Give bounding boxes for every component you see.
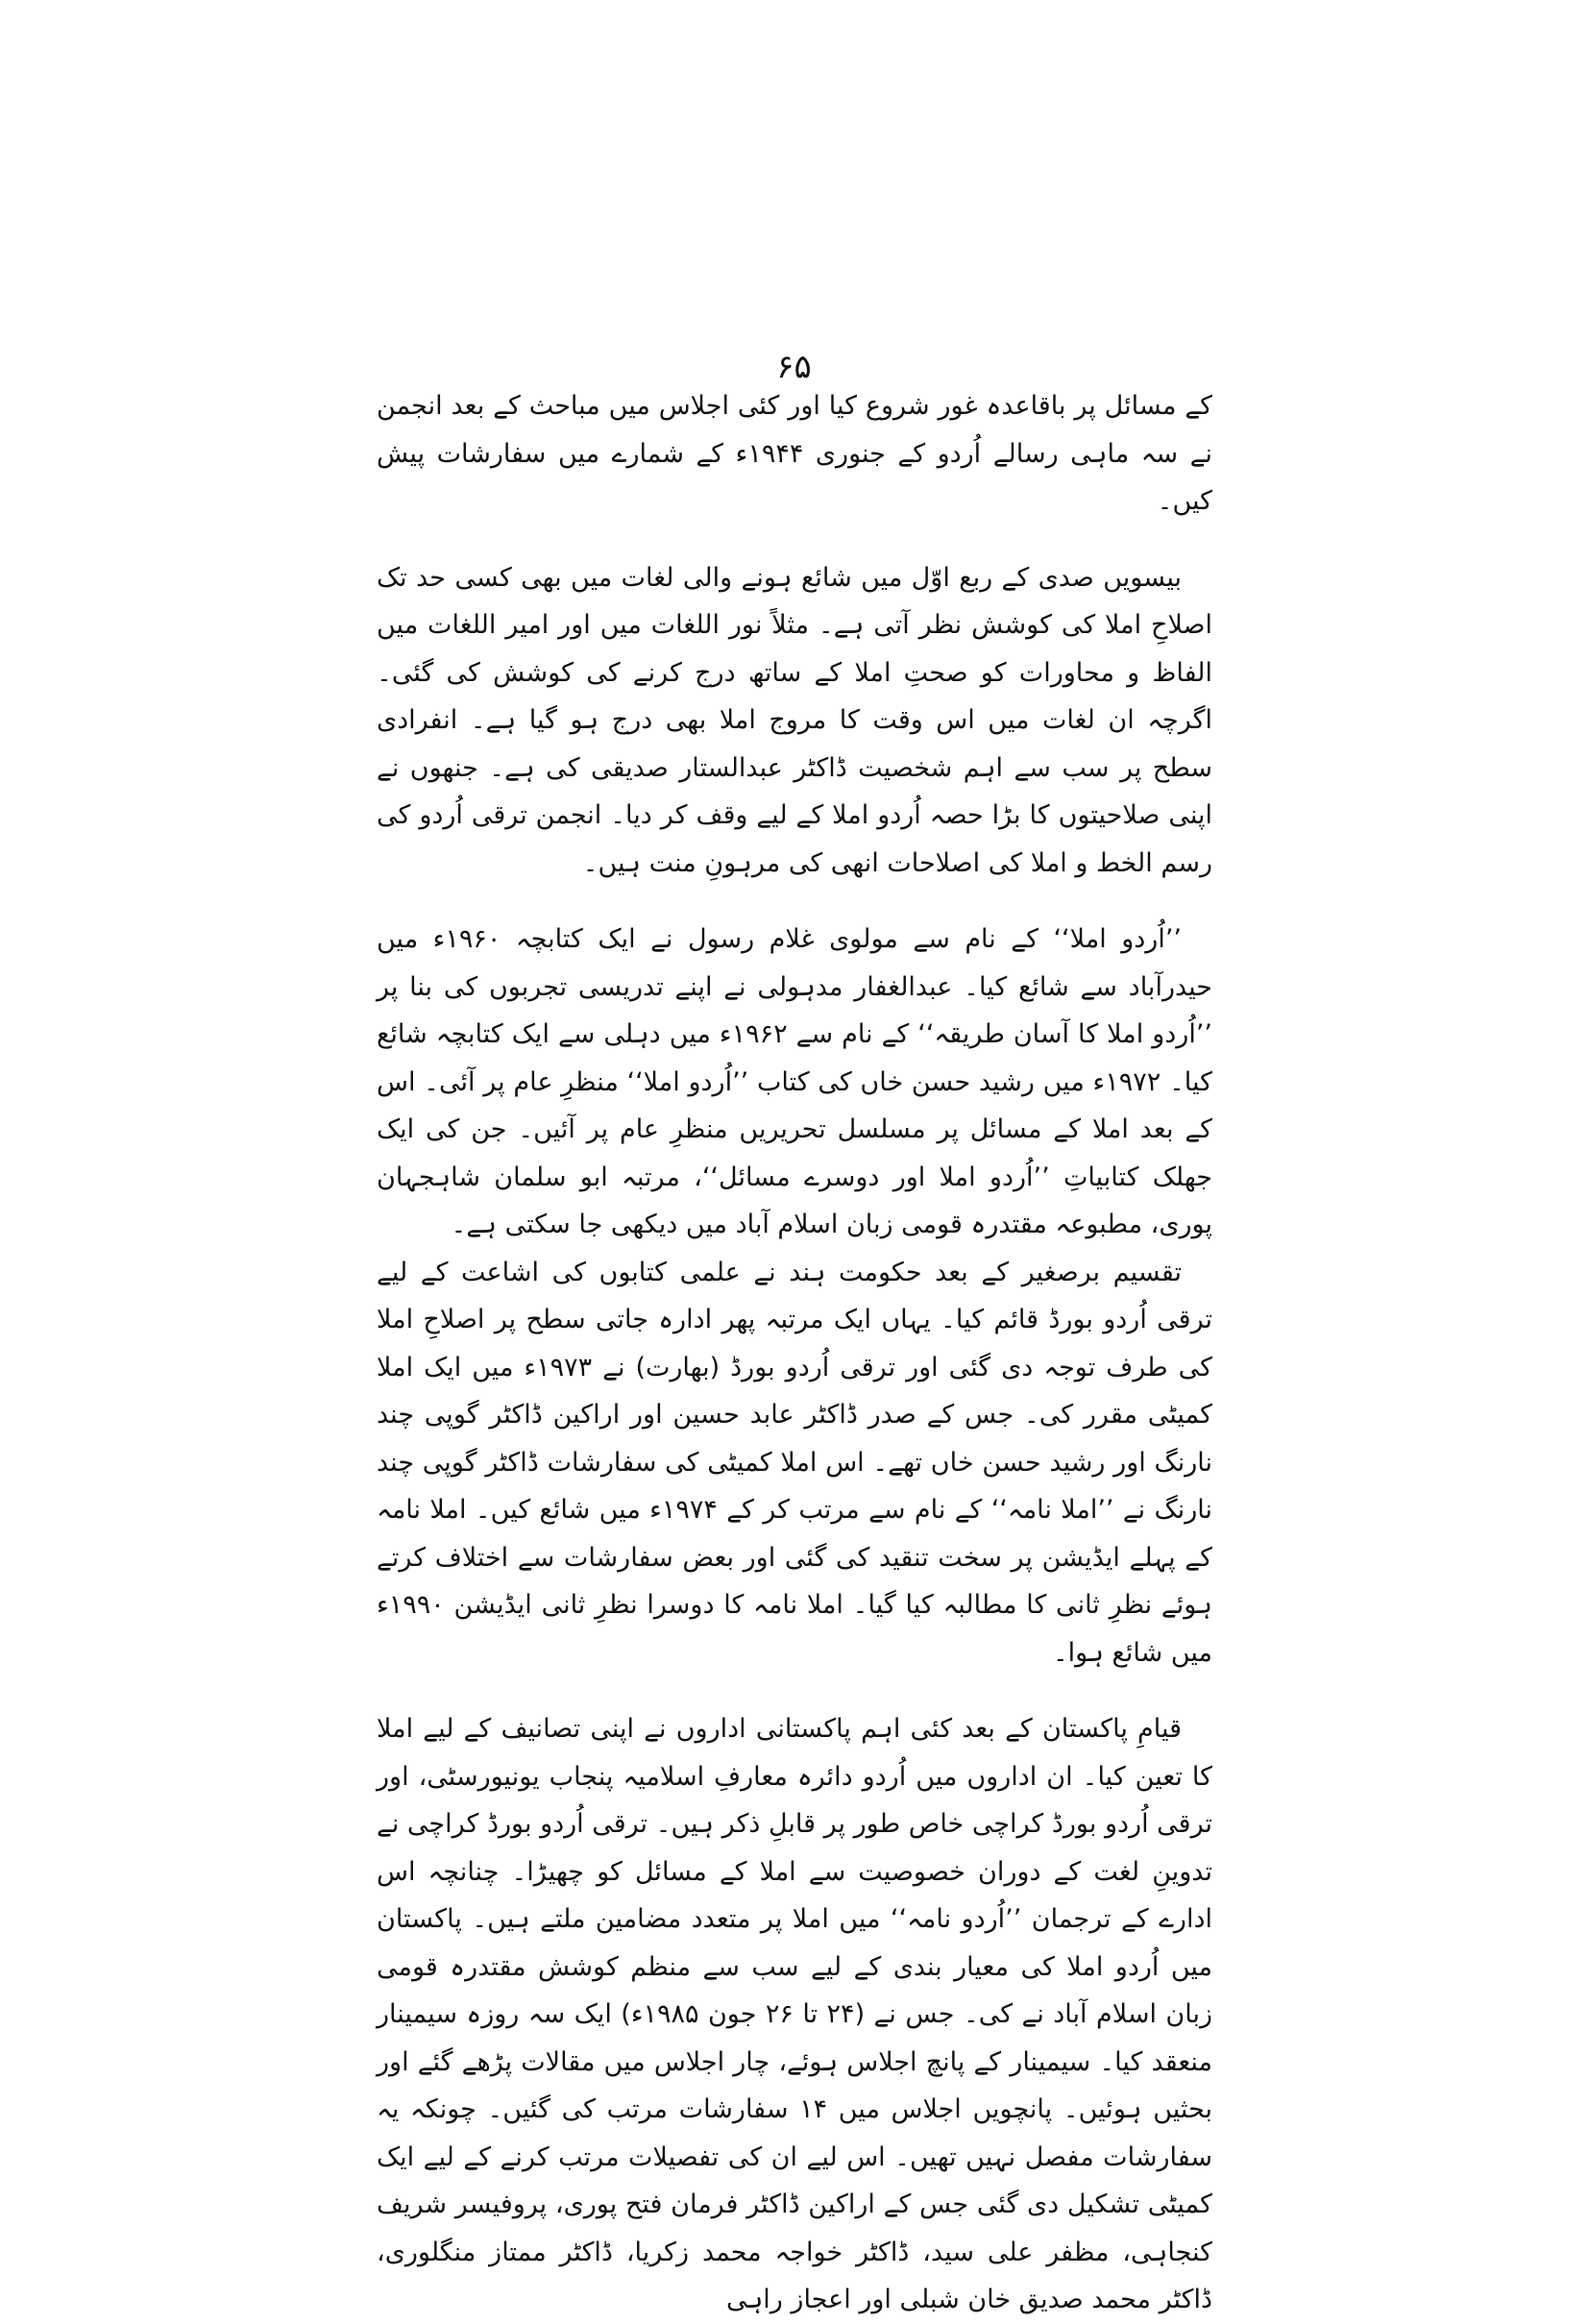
paragraph-lughat: بیسویں صدی کے ربع اوّل میں شائع ہونے والی لغات میں بھی کسی حد تک اصلاحِ املا کی کوشش نظر آتی ہے۔ مثلاً نور اللغات میں اور امیر اللغات میں الفاظ و محاورات کو صحتِ املا کے ساتھ درج کرنے کی کوشش کی گئی۔ اگرچہ ان لغات میں اس وقت کا مروج املا بھی درج ہو گیا ہے۔ انفرادی سطح پر سب سے اہم شخصیت ڈاکٹر عبدالستار صدیقی کی ہے۔ جنھوں نے اپنی صلاحیتوں کا بڑا حصہ اُردو املا کے لیے وقف کر دیا۔ انجمن ترقی اُردو کی رسم الخط و املا کی اصلاحات انھی کی مرہونِ منت ہیں۔ xyxy=(377,562,1212,878)
body-text xyxy=(377,382,1212,2324)
paragraph-taqseem: تقسیم برصغیر کے بعد حکومت ہند نے علمی کتابوں کی اشاعت کے لیے ترقی اُردو بورڈ قائم کیا۔ یہاں ایک مرتبہ پھر ادارہ جاتی سطح پر اصلاحِ املا کی طرف توجہ دی گئی اور ترقی اُردو بورڈ (بھارت) نے ۱۹۷۳ء میں ایک املا کمیٹی مقرر کی۔ جس کے صدر ڈاکٹر عابد حسین اور اراکین ڈاکٹر گوپی چند نارنگ اور رشید حسن خاں تھے۔ اس املا کمیٹی کی سفارشات ڈاکٹر گوپی چند نارنگ نے ’’املا نامہ‘‘ کے نام سے مرتب کر کے ۱۹۷۴ء میں شائع کیں۔ املا نامہ کے پہلے ایڈیشن پر سخت تنقید کی گئی اور بعض سفارشات سے اختلاف کرتے ہوئے نظرِ ثانی کا مطالبہ کیا گیا۔ املا نامہ کا دوسرا نظرِ ثانی ایڈیشن ۱۹۹۰ء میں شائع ہوا۔ xyxy=(377,1257,1213,1668)
paragraph-qiyam-pakistan: قیامِ پاکستان کے بعد کئی اہم پاکستانی اداروں نے اپنی تصانیف کے لیے املا کا تعین کیا۔ ان اداروں میں اُردو دائرہ معارفِ اسلامیہ پنجاب یونیورسٹی، اور ترقی اُردو بورڈ کراچی خاص طور پر قابلِ ذکر ہیں۔ ترقی اُردو بورڈ کراچی نے تدوینِ لغت کے دوران خصوصیت سے املا کے مسائل کو چھیڑا۔ چنانچہ اس ادارے کے ترجمان ’’اُردو نامہ‘‘ میں املا پر متعدد مضامین ملتے ہیں۔ پاکستان میں اُردو املا کی معیار بندی کے لیے سب سے منظم کوشش مقتدرہ قومی زبان اسلام آباد نے کی۔ جس نے (۲۴ تا ۲۶ جون ۱۹۸۵ء) ایک سہ روزہ سیمینار منعقد کیا۔ سیمینار کے پانچ اجلاس ہوئے، چار اجلاس میں مقالات پڑھے گئے اور بحثیں ہوئیں۔ پانچویں اجلاس میں ۱۴ سفارشات مرتب کی گئیں۔ چونکہ یہ سفارشات مفصل نہیں تھیں۔ اس لیے ان کی تفصیلات مرتب کرنے کے لیے ایک کمیٹی تشکیل دی گئی جس کے اراکین ڈاکٹر فرمان فتح پوری، پروفیسر شریف کنجاہی، مظفر علی سید، ڈاکٹر خواجہ محمد زکریا، ڈاکٹر ممتاز منگلوری، ڈاکٹر محمد صدیق خان شبلی اور اعجاز راہی xyxy=(377,1714,1213,2314)
paragraph-urdu-imla: ’’اُردو املا‘‘ کے نام سے مولوی غلام رسول نے ایک کتابچہ ۱۹۶۰ء میں حیدرآباد سے شائع کیا۔ عبدالغفار مدہولی نے اپنے تدریسی تجربوں کی بنا پر ’’اُردو املا کا آسان طریقہ‘‘ کے نام سے ۱۹۶۲ء میں دہلی سے ایک کتابچہ شائع کیا۔ ۱۹۷۲ء میں رشید حسن خاں کی کتاب ’’اُردو املا‘‘ منظرِ عام پر آئی۔ اس کے بعد املا کے مسائل پر مسلسل تحریریں منظرِ عام پر آئیں۔ جن کی ایک جھلک کتابیاتِ ’’اُردو املا اور دوسرے مسائل‘‘، مرتبہ ابو سلمان شاہجہان پوری، مطبوعہ مقتدرہ قومی زبان اسلام آباد میں دیکھی جا سکتی ہے۔ xyxy=(377,924,1213,1239)
page-number: ۶۵ xyxy=(776,348,812,386)
paragraph-continuation: کے مسائل پر باقاعدہ غور شروع کیا اور کئی اجلاس میں مباحث کے بعد انجمن نے سہ ماہی رسالے اُردو کے جنوری ۱۹۴۴ء کے شمارے میں سفارشات پیش کیں۔ xyxy=(377,391,1212,516)
